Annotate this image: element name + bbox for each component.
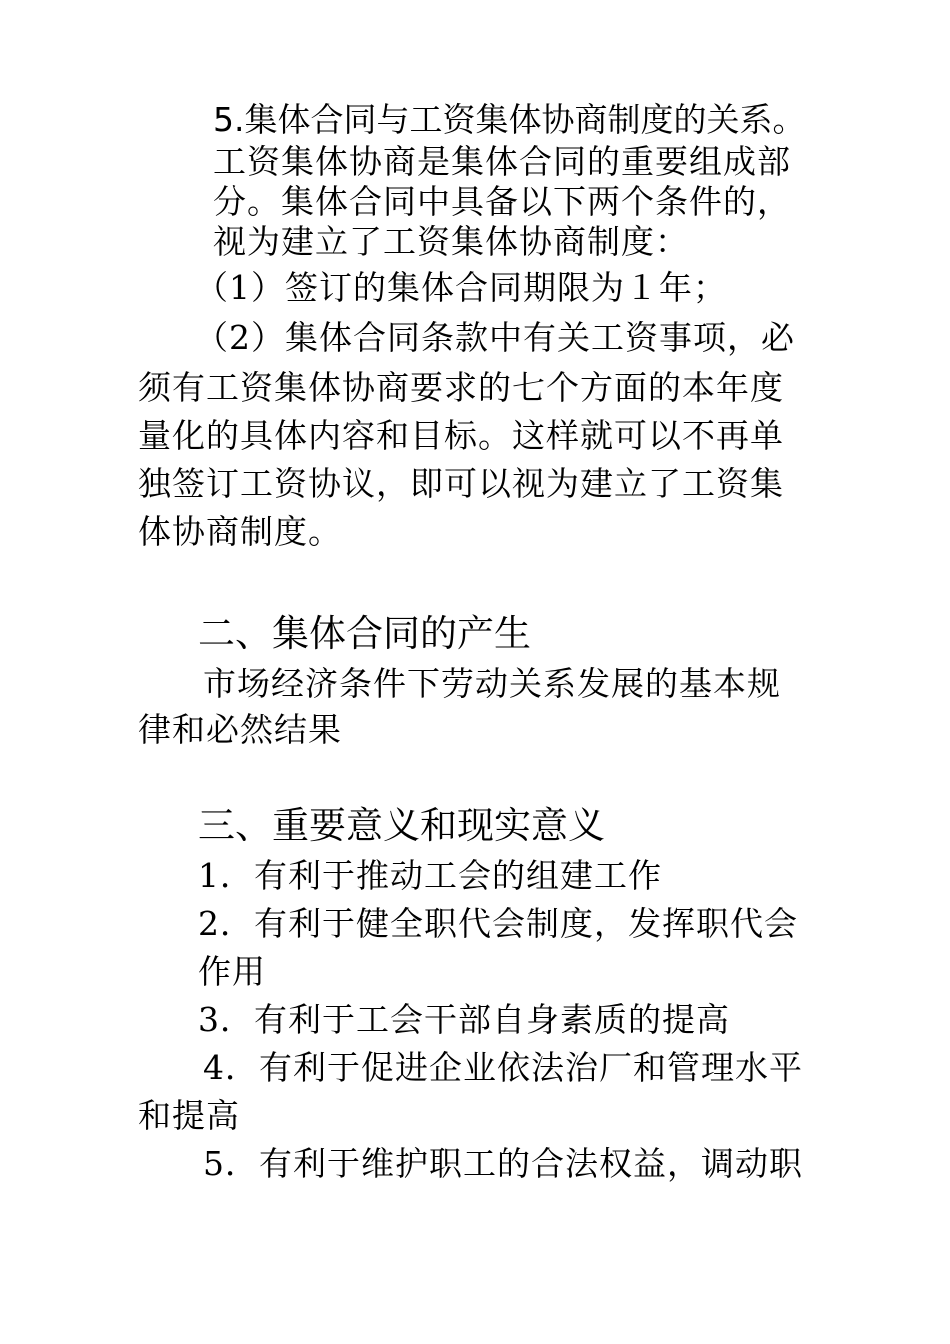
condition-2-line-5: 体协商制度。 — [138, 512, 342, 551]
list-item-2-continued: 作用 — [198, 952, 266, 991]
condition-2-line-1: （2）集体合同条款中有关工资事项，必 — [195, 318, 795, 357]
list-item-5: 5．有利于维护职工的合法权益，调动职 — [203, 1144, 803, 1183]
condition-2-line-2: 须有工资集体协商要求的七个方面的本年度 — [138, 368, 784, 407]
condition-2-line-4: 独签订工资协议，即可以视为建立了工资集 — [138, 464, 784, 503]
section-2-body-line-2: 律和必然结果 — [138, 710, 342, 749]
section-3-heading: 三、重要意义和现实意义 — [198, 804, 605, 847]
list-item-4: 4．有利于促进企业依法治厂和管理水平 — [203, 1048, 803, 1087]
section-5-intro-line-2: 分。集体合同中具备以下两个条件的， — [213, 182, 791, 221]
section-2-heading: 二、集体合同的产生 — [198, 612, 531, 655]
condition-1: （1）签订的集体合同期限为１年； — [195, 268, 727, 307]
list-item-3: 3．有利于工会干部自身素质的提高 — [198, 1000, 730, 1039]
list-item-4-continued: 和提高 — [138, 1096, 240, 1135]
section-2-body-line-1: 市场经济条件下劳动关系发展的基本规 — [203, 664, 781, 703]
condition-2-line-3: 量化的具体内容和目标。这样就可以不再单 — [138, 416, 784, 455]
section-5-heading: 5.集体合同与工资集体协商制度的关系。 — [213, 100, 806, 139]
section-5-intro-line-1: 工资集体协商是集体合同的重要组成部 — [213, 142, 791, 181]
list-item-2: 2．有利于健全职代会制度，发挥职代会 — [198, 904, 798, 943]
list-item-1: 1．有利于推动工会的组建工作 — [198, 856, 662, 895]
section-5-intro-line-3: 视为建立了工资集体协商制度： — [213, 222, 689, 261]
